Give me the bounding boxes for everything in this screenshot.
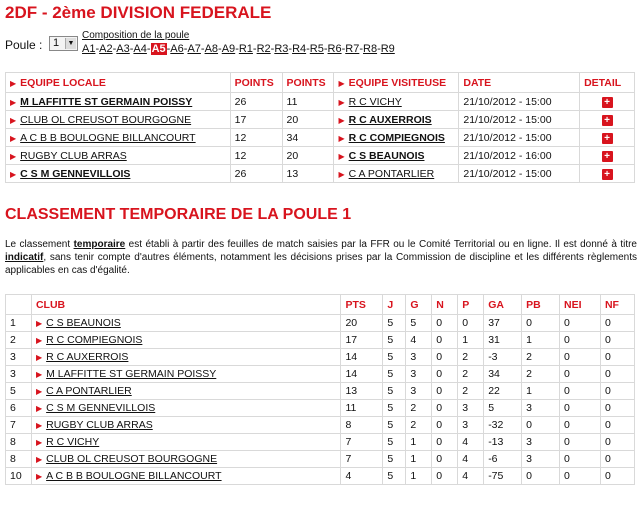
club-cell — [31, 383, 340, 400]
stat-pb: 1 — [522, 332, 560, 349]
stat-n: 0 — [432, 417, 458, 434]
stat-nf: 0 — [600, 434, 634, 451]
points-away: 34 — [282, 129, 334, 147]
stat-nei: 0 — [560, 468, 601, 485]
triangle-right-icon: ▶ — [10, 169, 17, 179]
home-team-link[interactable]: RUGBY CLUB ARRAS — [20, 149, 127, 162]
plus-icon[interactable]: + — [602, 133, 613, 144]
header-p: P — [458, 295, 484, 315]
points-away: 11 — [282, 93, 334, 111]
poule-link-r1[interactable]: R1 — [238, 43, 253, 55]
home-team-link[interactable]: CLUB OL CREUSOT BOURGOGNE — [20, 113, 192, 126]
header-home-team: ▶ EQUIPE LOCALE — [6, 73, 231, 93]
stat-j: 5 — [383, 434, 406, 451]
stat-ga: 34 — [484, 366, 522, 383]
page-title: 2DF - 2ème DIVISION FEDERALE — [5, 3, 272, 22]
triangle-right-icon: ▶ — [35, 336, 43, 345]
rank: 8 — [6, 434, 32, 451]
separator: - — [95, 43, 100, 55]
poule-link-r4[interactable]: R4 — [292, 43, 307, 55]
match-date: 21/10/2012 - 15:00 — [459, 165, 580, 183]
points-home: 12 — [230, 147, 282, 165]
stat-nf: 0 — [600, 417, 634, 434]
triangle-right-icon: ▶ — [35, 472, 43, 481]
composition-link[interactable]: Composition de la poule — [82, 30, 190, 41]
rank: 7 — [6, 417, 32, 434]
stat-j: 5 — [383, 315, 406, 332]
ranking-row — [6, 451, 635, 468]
away-team-cell — [334, 147, 459, 165]
triangle-right-icon: ▶ — [338, 169, 345, 179]
ranking-notice: Le classement temporaire est établi à partir des feuilles de match saisies par la FFR ou le Comité Territorial ou en ligne. Il est donné à titre indicatif, sans tenir compte d'autres éléments, notamment les décisions prises par la Commission de discipline et les différents règlements applicables en cas d'égalité. — [5, 239, 637, 276]
ranking-row — [6, 417, 635, 434]
rank: 5 — [6, 383, 32, 400]
rank: 8 — [6, 451, 32, 468]
stat-nf: 0 — [600, 315, 634, 332]
stat-p: 2 — [458, 366, 484, 383]
separator: - — [218, 43, 222, 55]
stat-n: 0 — [432, 349, 458, 366]
separator: - — [306, 43, 310, 55]
stat-n: 0 — [432, 315, 458, 332]
away-team-link[interactable]: C A PONTARLIER — [348, 167, 435, 180]
poule-link-r7[interactable]: R7 — [345, 43, 360, 55]
match-row — [6, 93, 635, 111]
stat-ga: 37 — [484, 315, 522, 332]
triangle-right-icon: ▶ — [35, 353, 43, 362]
points-away: 13 — [282, 165, 334, 183]
poule-links — [82, 43, 395, 55]
stat-nei: 0 — [560, 434, 601, 451]
ranking-row — [6, 332, 635, 349]
stat-pb: 0 — [522, 315, 560, 332]
poule-select-value: 1 — [53, 37, 60, 49]
stat-g: 3 — [406, 349, 432, 366]
triangle-right-icon: ▶ — [35, 319, 43, 328]
match-date: 21/10/2012 - 16:00 — [459, 147, 580, 165]
chevron-down-icon: ▼ — [65, 38, 76, 49]
stat-ga: 22 — [484, 383, 522, 400]
separator: - — [129, 43, 134, 55]
separator: - — [323, 43, 328, 55]
stat-ga: 5 — [484, 400, 522, 417]
stat-pb: 0 — [522, 468, 560, 485]
poule-link-r8[interactable]: R8 — [363, 43, 378, 55]
triangle-right-icon: ▶ — [338, 133, 345, 143]
points-away: 20 — [282, 147, 334, 165]
stat-nei: 0 — [560, 383, 601, 400]
match-row — [6, 147, 635, 165]
match-row — [6, 129, 635, 147]
stat-p: 0 — [458, 315, 484, 332]
header-pb: PB — [522, 295, 560, 315]
points-home: 26 — [230, 93, 282, 111]
plus-icon[interactable]: + — [602, 97, 613, 108]
rank: 1 — [6, 315, 32, 332]
header-date: DATE — [459, 73, 580, 93]
rank: 3 — [6, 349, 32, 366]
stat-n: 0 — [432, 332, 458, 349]
ranking-row — [6, 315, 635, 332]
stat-g: 2 — [406, 417, 432, 434]
detail-cell — [580, 111, 635, 129]
stat-pb: 3 — [522, 400, 560, 417]
stat-ga: -13 — [484, 434, 522, 451]
club-link[interactable]: A C B B BOULOGNE BILLANCOURT — [46, 470, 222, 482]
header-nei: NEI — [560, 295, 601, 315]
stat-pts: 14 — [341, 349, 383, 366]
plus-icon[interactable]: + — [602, 115, 613, 126]
separator: - — [288, 43, 293, 55]
stat-pb: 3 — [522, 451, 560, 468]
stat-j: 5 — [383, 451, 406, 468]
club-link[interactable]: R C AUXERROIS — [46, 351, 129, 363]
home-team-cell — [6, 93, 231, 111]
triangle-right-icon: ▶ — [10, 115, 17, 125]
plus-icon[interactable]: + — [602, 169, 613, 180]
stat-p: 4 — [458, 451, 484, 468]
stat-ga: -3 — [484, 349, 522, 366]
separator: - — [377, 43, 381, 55]
stat-ga: -32 — [484, 417, 522, 434]
away-team-link[interactable]: R C AUXERROIS — [348, 113, 432, 126]
triangle-right-icon: ▶ — [338, 115, 345, 125]
stat-ga: -6 — [484, 451, 522, 468]
poule-select[interactable] — [49, 36, 78, 51]
poule-link-r3[interactable]: R3 — [274, 43, 289, 55]
poule-link-r9[interactable]: R9 — [380, 43, 395, 55]
stat-nei: 0 — [560, 400, 601, 417]
stat-n: 0 — [432, 383, 458, 400]
poule-link-a4[interactable]: A4 — [133, 43, 147, 55]
club-link[interactable]: C A PONTARLIER — [46, 385, 132, 397]
match-row — [6, 111, 635, 129]
stat-nei: 0 — [560, 349, 601, 366]
temporaire-link[interactable]: temporaire — [73, 239, 126, 250]
club-link[interactable]: R C COMPIEGNOIS — [46, 334, 143, 346]
stat-p: 2 — [458, 349, 484, 366]
stat-nf: 0 — [600, 451, 634, 468]
poule-link-a2[interactable]: A2 — [99, 43, 113, 55]
triangle-right-icon: ▶ — [338, 78, 345, 88]
away-team-cell — [334, 111, 459, 129]
triangle-right-icon: ▶ — [338, 151, 345, 161]
club-link[interactable]: RUGBY CLUB ARRAS — [46, 419, 153, 431]
stat-nei: 0 — [560, 451, 601, 468]
club-cell — [31, 451, 340, 468]
club-cell — [31, 366, 340, 383]
stat-nf: 0 — [600, 366, 634, 383]
club-link[interactable]: CLUB OL CREUSOT BOURGOGNE — [46, 453, 218, 465]
stat-g: 1 — [406, 434, 432, 451]
poule-link-a1[interactable]: A1 — [82, 43, 96, 55]
stat-pts: 4 — [341, 468, 383, 485]
points-home: 26 — [230, 165, 282, 183]
stat-pts: 11 — [341, 400, 383, 417]
detail-cell — [580, 147, 635, 165]
away-team-cell — [334, 129, 459, 147]
club-link[interactable]: M LAFFITTE ST GERMAIN POISSY — [46, 368, 217, 380]
ranking-row — [6, 434, 635, 451]
ranking-row — [6, 349, 635, 366]
stat-pts: 7 — [341, 434, 383, 451]
separator: - — [166, 43, 171, 55]
stat-pb: 3 — [522, 434, 560, 451]
stat-g: 5 — [406, 315, 432, 332]
header-points-away: POINTS — [282, 73, 334, 93]
triangle-right-icon: ▶ — [10, 133, 17, 143]
poule-link-a6[interactable]: A6 — [170, 43, 184, 55]
match-date: 21/10/2012 - 15:00 — [459, 93, 580, 111]
poule-link-a7[interactable]: A7 — [187, 43, 201, 55]
ranking-row — [6, 366, 635, 383]
rank: 6 — [6, 400, 32, 417]
header-ga: GA — [484, 295, 522, 315]
home-team-link[interactable]: A C B B BOULOGNE BILLANCOURT — [20, 131, 196, 144]
ranking-row — [6, 468, 635, 485]
poule-label: Poule : — [5, 38, 43, 52]
plus-icon[interactable]: + — [602, 151, 613, 162]
club-link[interactable]: C S BEAUNOIS — [46, 317, 121, 329]
triangle-right-icon: ▶ — [10, 78, 17, 88]
poule-link-r6[interactable]: R6 — [327, 43, 342, 55]
header-points-home: POINTS — [230, 73, 282, 93]
stat-g: 1 — [406, 468, 432, 485]
separator: - — [112, 43, 117, 55]
poule-link-a5[interactable]: A5 — [151, 43, 166, 55]
rank: 3 — [6, 366, 32, 383]
triangle-right-icon: ▶ — [10, 151, 17, 161]
match-row — [6, 165, 635, 183]
separator: - — [146, 43, 151, 55]
home-team-cell — [6, 111, 231, 129]
club-cell — [31, 417, 340, 434]
stat-n: 0 — [432, 400, 458, 417]
stat-nei: 0 — [560, 332, 601, 349]
separator: - — [270, 43, 275, 55]
stat-n: 0 — [432, 366, 458, 383]
stat-nf: 0 — [600, 332, 634, 349]
header-club: CLUB — [31, 295, 340, 315]
stat-pts: 14 — [341, 366, 383, 383]
stat-g: 3 — [406, 366, 432, 383]
poule-link-r5[interactable]: R5 — [309, 43, 324, 55]
header-nf: NF — [600, 295, 634, 315]
poule-link-r2[interactable]: R2 — [256, 43, 271, 55]
stat-p: 4 — [458, 434, 484, 451]
ranking-title: CLASSEMENT TEMPORAIRE DE LA POULE 1 — [5, 206, 352, 223]
separator: - — [341, 43, 346, 55]
stat-pb: 1 — [522, 383, 560, 400]
separator: - — [235, 43, 239, 55]
separator: - — [359, 43, 363, 55]
triangle-right-icon: ▶ — [338, 97, 345, 107]
header-g: G — [406, 295, 432, 315]
stat-pb: 2 — [522, 349, 560, 366]
separator: - — [252, 43, 257, 55]
home-team-cell — [6, 147, 231, 165]
matches-table — [5, 72, 635, 183]
stat-j: 5 — [383, 400, 406, 417]
ranking-row — [6, 383, 635, 400]
away-team-link[interactable]: R C COMPIEGNOIS — [348, 131, 445, 144]
home-team-cell — [6, 165, 231, 183]
club-link[interactable]: C S M GENNEVILLOIS — [46, 402, 156, 414]
stat-nei: 0 — [560, 417, 601, 434]
separator: - — [183, 43, 188, 55]
stat-j: 5 — [383, 383, 406, 400]
stat-g: 4 — [406, 332, 432, 349]
stat-n: 0 — [432, 451, 458, 468]
stat-pts: 13 — [341, 383, 383, 400]
stat-n: 0 — [432, 468, 458, 485]
triangle-right-icon: ▶ — [35, 387, 43, 396]
club-cell — [31, 332, 340, 349]
club-cell — [31, 315, 340, 332]
triangle-right-icon: ▶ — [35, 404, 43, 413]
away-team-cell — [334, 165, 459, 183]
club-cell — [31, 434, 340, 451]
away-team-link[interactable]: R C VICHY — [348, 95, 402, 108]
stat-ga: -75 — [484, 468, 522, 485]
rank: 2 — [6, 332, 32, 349]
header-rank — [6, 295, 32, 315]
stat-nf: 0 — [600, 383, 634, 400]
stat-p: 3 — [458, 417, 484, 434]
ranking-header-row — [6, 295, 635, 315]
club-link[interactable]: R C VICHY — [46, 436, 100, 448]
home-team-cell — [6, 129, 231, 147]
triangle-right-icon: ▶ — [35, 438, 43, 447]
ranking-row — [6, 400, 635, 417]
poule-link-a9[interactable]: A9 — [221, 43, 236, 55]
stat-p: 2 — [458, 383, 484, 400]
away-team-cell — [334, 93, 459, 111]
stat-j: 5 — [383, 468, 406, 485]
poule-link-a3[interactable]: A3 — [116, 43, 130, 55]
header-n: N — [432, 295, 458, 315]
detail-cell — [580, 165, 635, 183]
home-team-link[interactable]: C S M GENNEVILLOIS — [20, 167, 131, 180]
triangle-right-icon: ▶ — [35, 370, 43, 379]
detail-cell — [580, 93, 635, 111]
club-cell — [31, 400, 340, 417]
poule-link-a8[interactable]: A8 — [204, 43, 219, 55]
detail-cell — [580, 129, 635, 147]
stat-j: 5 — [383, 417, 406, 434]
stat-nf: 0 — [600, 349, 634, 366]
stat-pts: 7 — [341, 451, 383, 468]
stat-nf: 0 — [600, 468, 634, 485]
points-away: 20 — [282, 111, 334, 129]
stat-p: 1 — [458, 332, 484, 349]
points-home: 12 — [230, 129, 282, 147]
header-away-team: ▶ EQUIPE VISITEUSE — [334, 73, 459, 93]
stat-j: 5 — [383, 349, 406, 366]
stat-n: 0 — [432, 434, 458, 451]
stat-pb: 0 — [522, 417, 560, 434]
stat-pts: 8 — [341, 417, 383, 434]
stat-nei: 0 — [560, 366, 601, 383]
stat-pts: 20 — [341, 315, 383, 332]
header-j: J — [383, 295, 406, 315]
rank: 10 — [6, 468, 32, 485]
points-home: 17 — [230, 111, 282, 129]
stat-g: 2 — [406, 400, 432, 417]
stat-j: 5 — [383, 366, 406, 383]
header-pts: PTS — [341, 295, 383, 315]
triangle-right-icon: ▶ — [35, 455, 43, 464]
stat-pts: 17 — [341, 332, 383, 349]
indicatif-link[interactable]: indicatif — [5, 252, 44, 263]
stat-p: 3 — [458, 400, 484, 417]
stat-g: 3 — [406, 383, 432, 400]
match-date: 21/10/2012 - 15:00 — [459, 129, 580, 147]
stat-g: 1 — [406, 451, 432, 468]
stat-nf: 0 — [600, 400, 634, 417]
ranking-table — [5, 294, 635, 485]
stat-pb: 2 — [522, 366, 560, 383]
stat-j: 5 — [383, 332, 406, 349]
matches-header-row — [6, 73, 635, 93]
triangle-right-icon: ▶ — [35, 421, 43, 430]
club-cell — [31, 468, 340, 485]
header-detail: DETAIL — [580, 73, 635, 93]
stat-ga: 31 — [484, 332, 522, 349]
stat-p: 4 — [458, 468, 484, 485]
stat-nei: 0 — [560, 315, 601, 332]
club-cell — [31, 349, 340, 366]
home-team-link[interactable]: M LAFFITTE ST GERMAIN POISSY — [20, 95, 193, 108]
away-team-link[interactable]: C S BEAUNOIS — [348, 149, 425, 162]
separator: - — [200, 43, 205, 55]
triangle-right-icon: ▶ — [10, 97, 17, 107]
match-date: 21/10/2012 - 15:00 — [459, 111, 580, 129]
